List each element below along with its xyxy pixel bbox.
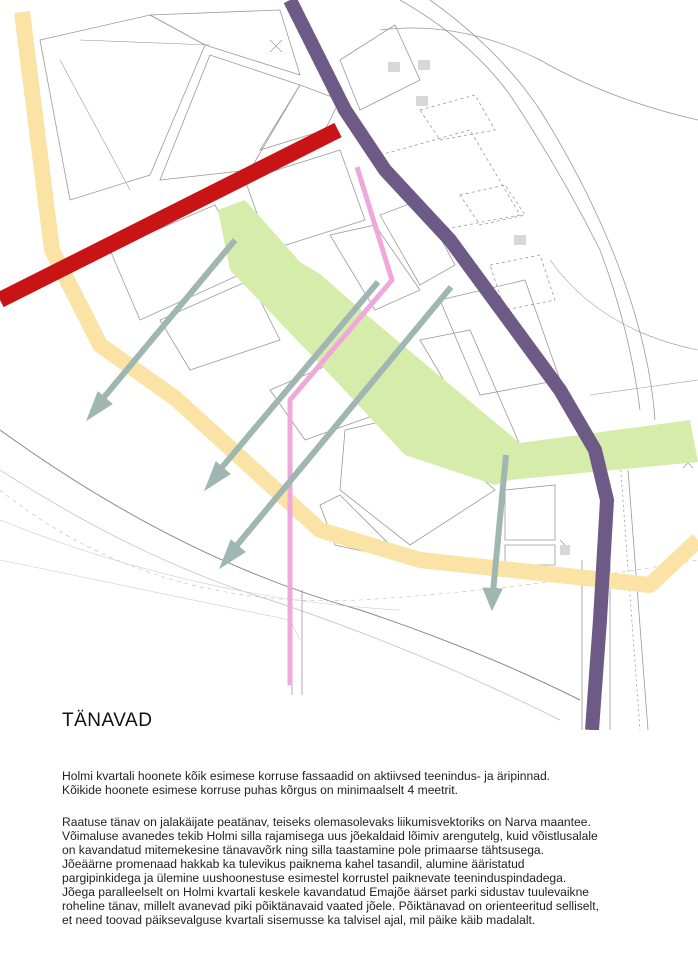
text-line: pargipinkidega ja ülemine uushoonestuse esimestel korrustel paiknevate teeninduspindadega. (62, 871, 567, 885)
arrowhead-icon (483, 588, 502, 610)
text-line: roheline tänav, millelt avanevad piki põiktänavaid vaated jõele. Põiktänavad on orienteeritud selliselt, (62, 899, 599, 913)
intro-paragraph (62, 769, 652, 797)
streets-paragraph (62, 815, 652, 927)
text-line: et need toovad päiksevalguse kvartali sisemusse ka talvisel ajal, mil päike käib madalalt. (62, 913, 536, 927)
text-line: Võimaluse avanedes tekib Holmi silla rajamisega uus jõekaldaid lõimiv arengutelg, kuid võistlusalale (62, 829, 598, 843)
text-line: Jõeäärne promenaad hakkab ka tulevikus paiknema kahel tasandil, alumine ääristatud (62, 857, 525, 871)
text-line: Holmi kvartali hoonete kõik esimese korruse fassaadid on aktiivsed teenindus- ja äripinnad. (62, 769, 551, 783)
text-line: Raatuse tänav on jalakäijate peatänav, teiseks olemasolevaks liikumisvektoriks on Narva maantee. (62, 815, 591, 829)
promenade-route (22, 12, 698, 585)
bridge-axis-route (290, 167, 392, 685)
sun-arrow (100, 240, 235, 402)
text-line: Kõikide hoonete esimese korruse puhas kõrgus on minimaalselt 4 meetrit. (62, 783, 458, 797)
text-line: Jõega paralleelselt on Holmi kvartali keskele kavandatud Emajõe äärset parki sidustav tuulevaikne (62, 885, 590, 899)
text-line: on kavandatud mitemekesine tänavavõrk ning silla taastamine pole primaarse tähtsusega. (62, 843, 545, 857)
page-title: TÄNAVAD (62, 710, 153, 731)
